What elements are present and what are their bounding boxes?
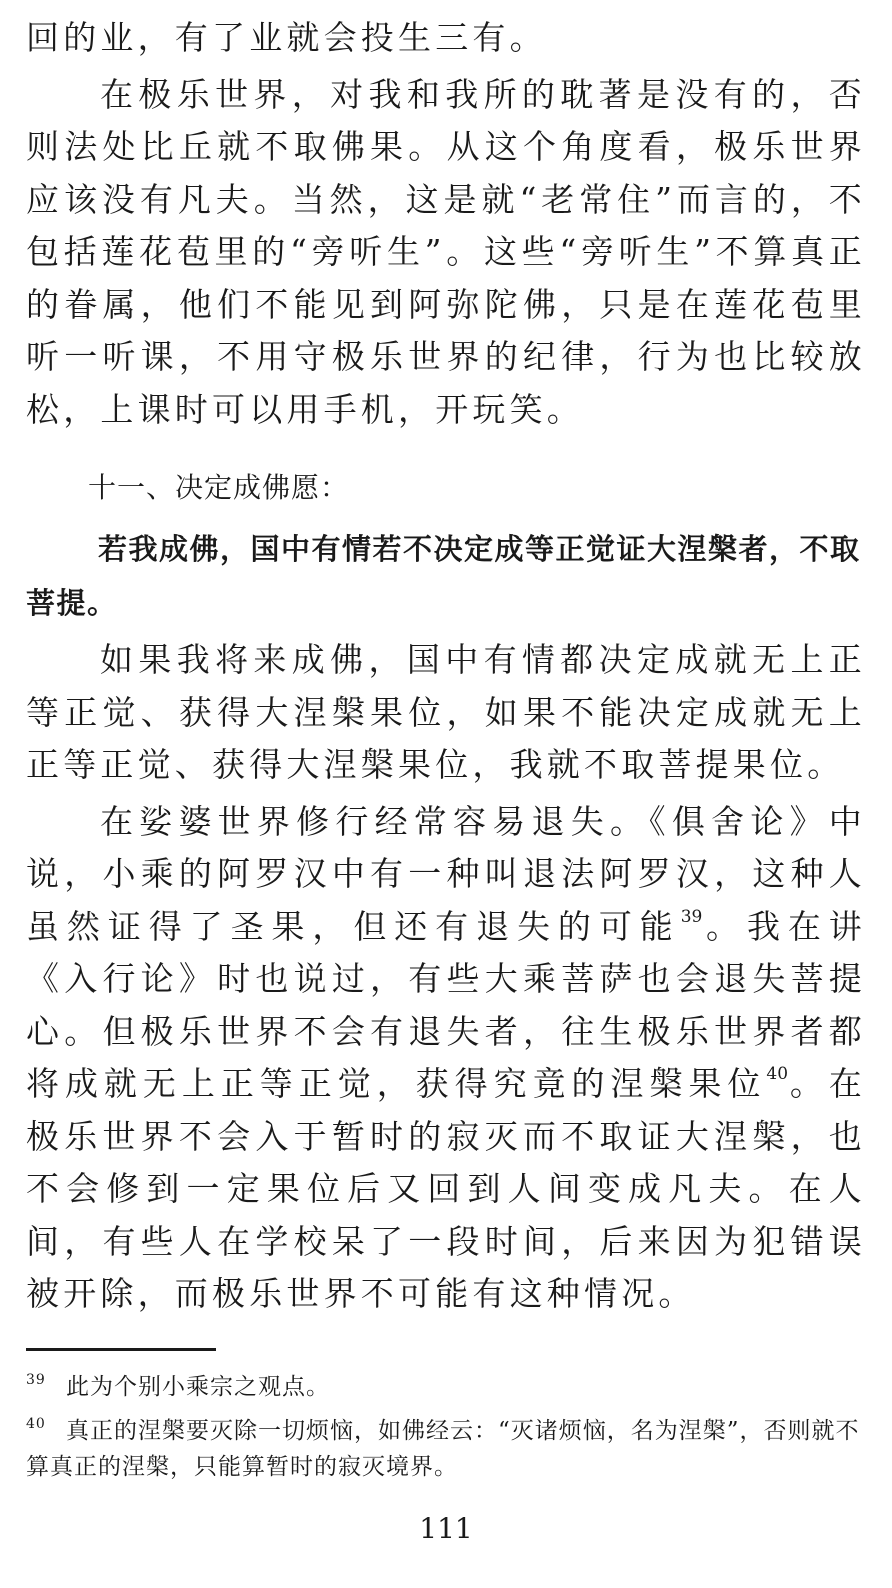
paragraph-1: 回的业，有了业就会投生三有。 [26,18,547,57]
footnote-text: 此为个别小乘宗之观点。 [66,1374,330,1400]
footnote-text: 真正的涅槃要灭除一切烦恼，如佛经云：“灭诸烦恼，名为涅槃”，否则就不算真正的涅槃，只能算暂时的寂灭境界。 [26,1418,860,1480]
footnote-number: 39 [26,1372,46,1388]
footnote-40 [26,1406,866,1485]
paragraph-2: 在极乐世界，对我和我所的耽著是没有的，否则法处比丘就不取佛果。从这个角度看，极乐世界应该没有凡夫。当然，这是就“老常住”而言的，不包括莲花苞里的“旁听生”。这些“旁听生”不算真正的眷属，他们不能见到阿弥陀佛，只是在莲花苞里听一听课，不用守极乐世界的纪律，行为也比较放松，上课时可以用手机，开玩笑。 [26,74,866,429]
paragraph-4-part-c: 。在极乐世界不会入于暂时的寂灭而不取证大涅槃，也不会修到一定果位后又回到人间变成凡夫。在人间，有些人在学校呆了一段时间，后来因为犯错误被开除，而极乐世界不可能有这种情况。 [26,1064,866,1313]
footnote-ref-40: 40 [766,1064,789,1084]
paragraph-4-part-b: 。我在讲《入行论》时也说过，有些大乘菩萨也会退失菩提心。但极乐世界不会有退失者，往生极乐世界者都将成就无上正等正觉，获得究竟的涅槃果位 [26,906,866,1103]
page-number: 111 [419,1512,473,1545]
footnote-ref-39: 39 [680,906,703,927]
paragraph-3: 如果我将来成佛，国中有情都决定成就无上正等正觉、获得大涅槃果位，如果不能决定成就无上正等正觉、获得大涅槃果位，我就不取菩提果位。 [26,640,866,784]
footnote-number: 40 [26,1416,46,1432]
paragraph-4 [26,796,866,1321]
footnote-39 [26,1362,866,1405]
section-heading: 十一、决定成佛愿： [88,471,350,504]
paragraph-4-part-a: 在娑婆世界修行经常容易退失。《俱舍论》中说，小乘的阿罗汉中有一种叫退法阿罗汉，这种人虽然证得了圣果，但还有退失的可能 [26,801,866,946]
footnote-divider [26,1348,216,1351]
page-content [26,12,866,1321]
vow-text: 若我成佛，国中有情若不决定成等正觉证大涅槃者，不取菩提。 [26,532,861,620]
